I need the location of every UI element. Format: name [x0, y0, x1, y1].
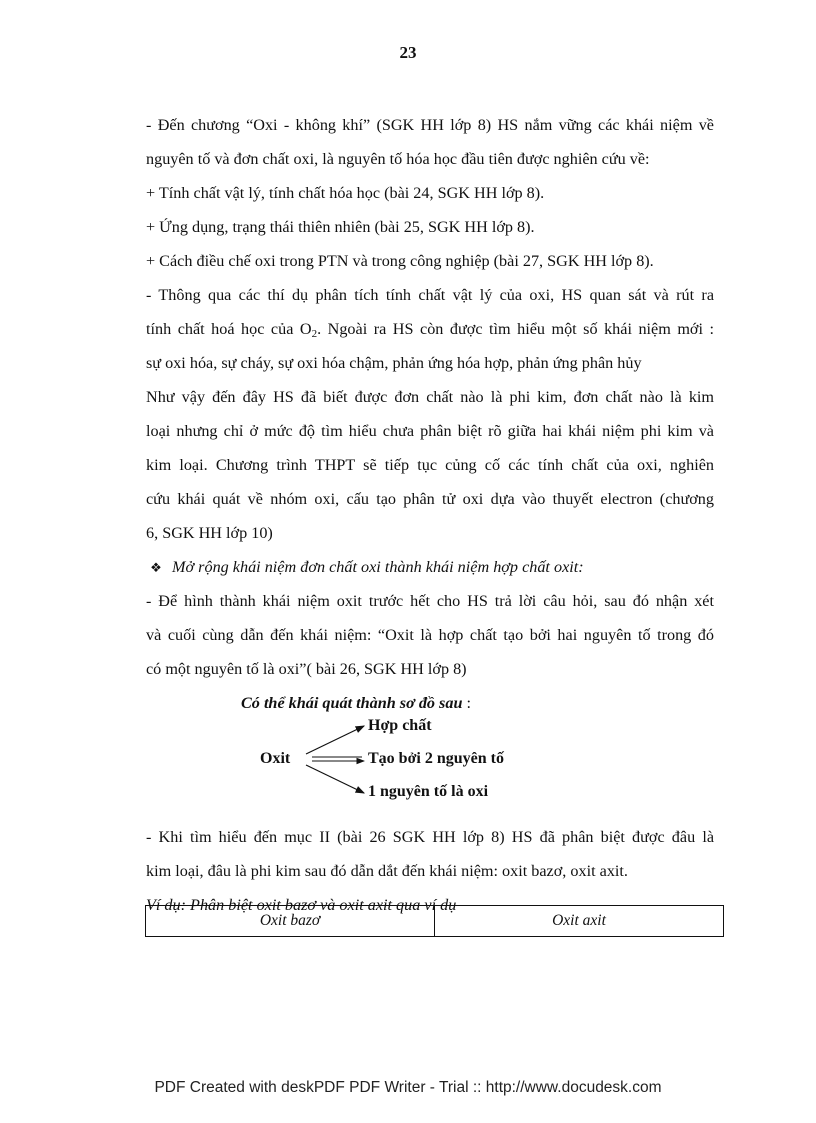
diagram-branch: Hợp chất — [368, 717, 432, 734]
bullet-line: + Ứng dụng, trạng thái thiên nhiên (bài 25, SGK HH lớp 8). — [146, 218, 535, 236]
section-heading — [146, 550, 714, 584]
diagram-branch: Tạo bởi 2 nguyên tố — [368, 750, 504, 767]
pdf-watermark-footer: PDF Created with deskPDF PDF Writer - Trial :: http://www.docudesk.com — [154, 1079, 662, 1096]
paragraph-line — [146, 312, 714, 346]
paragraph-line: 6, SGK HH lớp 10) — [146, 524, 273, 542]
section-heading-text: Mở rộng khái niệm đơn chất oxi thành khái niệm hợp chất oxit: — [172, 558, 584, 576]
paragraph-line: và cuối cùng dẫn đến khái niệm: “Oxit là hợp chất tạo bởi hai nguyên tố trong đó — [146, 626, 714, 644]
paragraph-line: - Đến chương “Oxi - không khí” (SGK HH lớp 8) HS nắm vững các khái niệm về — [146, 116, 714, 134]
diagram-caption-text: Có thể khái quát thành sơ đồ sau — [241, 694, 463, 712]
paragraph-line: - Khi tìm hiểu đến mục II (bài 26 SGK HH lớp 8) HS đã phân biệt được đâu là — [146, 828, 714, 846]
paragraph-line: loại nhưng chỉ ở mức độ tìm hiểu chưa phân biệt rõ giữa hai khái niệm phi kim và — [146, 422, 714, 440]
subscript: 2 — [311, 328, 318, 340]
paragraph-line: sự oxi hóa, sự cháy, sự oxi hóa chậm, phản ứng hóa hợp, phản ứng phân hủy — [146, 354, 642, 372]
diagram-caption — [146, 686, 714, 720]
table-header-row — [146, 906, 724, 937]
paragraph-line: - Thông qua các thí dụ phân tích tính chất vật lý của oxi, HS quan sát và rút ra — [146, 286, 714, 304]
paragraph-line: cứu khái quát về nhóm oxi, cấu tạo phân tử oxi dựa vào thuyết electron (chương — [146, 490, 714, 508]
arrow-up — [306, 726, 364, 754]
paragraph-line: kim loại, đâu là phi kim sau đó dẫn dắt đến khái niệm: oxit bazơ, oxit axit. — [146, 862, 628, 880]
paragraph-line: có một nguyên tố là oxi”( bài 26, SGK HH lớp 8) — [146, 660, 467, 678]
table-header-cell: Oxit bazơ — [146, 906, 435, 937]
diagram-branch: 1 nguyên tố là oxi — [368, 783, 489, 800]
text-run: . Ngoài ra HS còn được tìm hiểu một số khái niệm mới : — [317, 320, 714, 338]
page-number: 23 — [399, 43, 417, 62]
paragraph-line: - Để hình thành khái niệm oxit trước hết cho HS trả lời câu hỏi, sau đó nhận xét — [146, 592, 714, 610]
diagram-caption-tail: : — [462, 694, 471, 712]
text-run: tính chất hoá học của O — [146, 320, 312, 338]
diagram-root: Oxit — [260, 750, 291, 767]
example-line: Ví dụ: Phân biệt oxit bazơ và oxit axit qua ví dụ — [146, 896, 457, 914]
oxit-diagram — [146, 717, 714, 820]
paragraph-line: nguyên tố và đơn chất oxi, là nguyên tố hóa học đầu tiên được nghiên cứu về: — [146, 150, 650, 168]
diagram-arrows — [146, 720, 714, 820]
comparison-table — [145, 905, 724, 937]
diamond-bullet-icon: ❖ — [150, 560, 162, 575]
bullet-line: + Tính chất vật lý, tính chất hóa học (bài 24, SGK HH lớp 8). — [146, 184, 545, 202]
paragraph-line: Như vậy đến đây HS đã biết được đơn chất nào là phi kim, đơn chất nào là kim — [146, 388, 714, 406]
paragraph-line: kim loại. Chương trình THPT sẽ tiếp tục củng cố các tính chất của oxi, nghiên — [146, 456, 714, 474]
bullet-line: + Cách điều chế oxi trong PTN và trong công nghiệp (bài 27, SGK HH lớp 8). — [146, 252, 654, 270]
table-header-cell: Oxit axit — [435, 906, 724, 937]
document-body — [146, 108, 714, 922]
arrow-down — [306, 765, 364, 793]
